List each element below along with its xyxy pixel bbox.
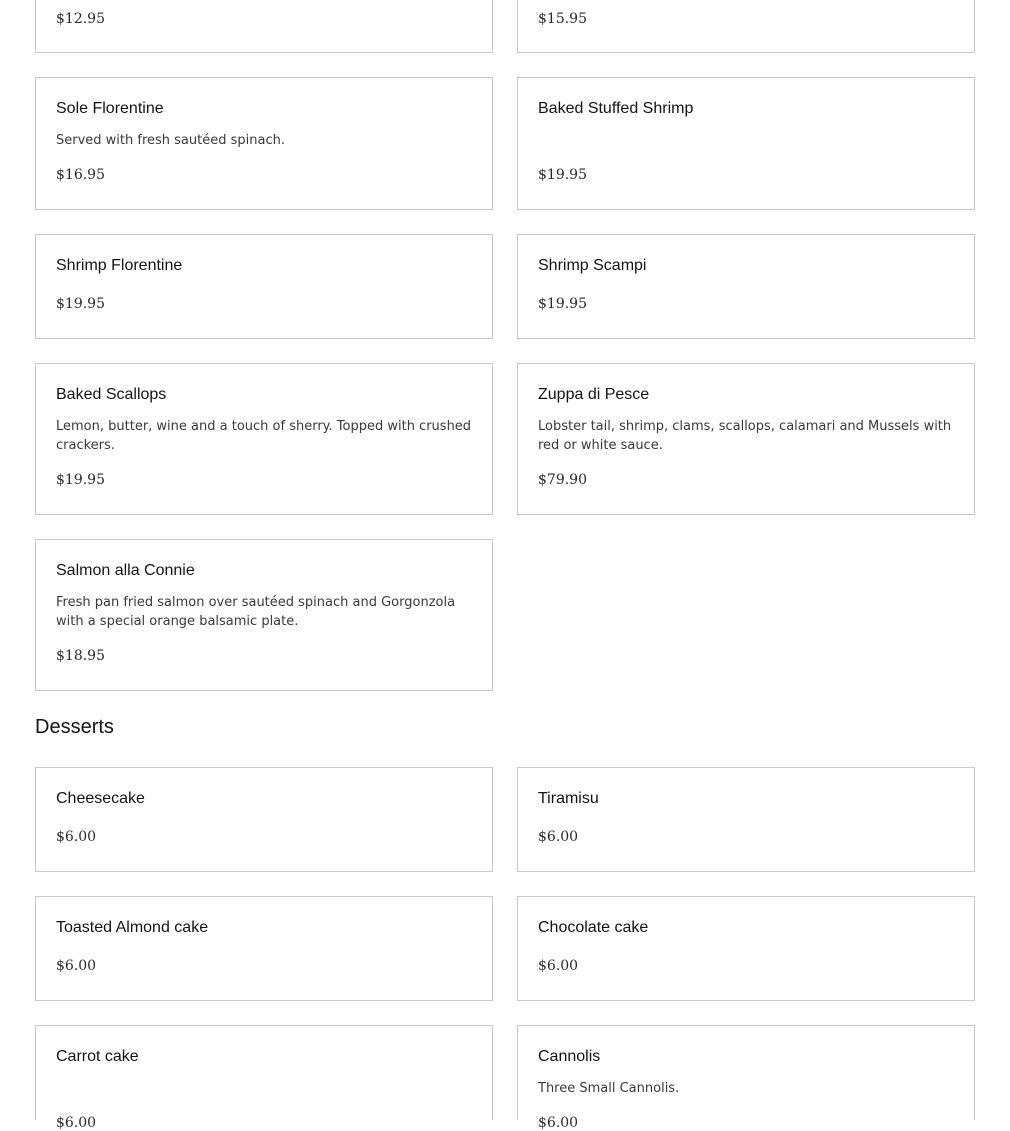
menu-item-card: [517, 767, 975, 872]
item-price: $6.00: [538, 829, 579, 845]
menu-item-card: [35, 539, 493, 691]
menu-item-card: [517, 77, 975, 210]
item-name: Carrot cake: [56, 1048, 139, 1065]
item-price: $6.00: [56, 829, 97, 845]
item-name: Cheesecake: [56, 790, 145, 807]
item-description: Served with fresh sautéed spinach.: [56, 133, 285, 148]
menu-item-card: [517, 896, 975, 1001]
item-description: Fresh pan fried salmon over sautéed spinach and Gorgonzola with a special orange balsamic plate.: [56, 595, 456, 629]
item-name: Salmon alla Connie: [56, 562, 195, 579]
item-price: $79.90: [538, 472, 587, 488]
item-description: Lobster tail, shrimp, clams, scallops, calamari and Mussels with red or white sauce.: [538, 419, 952, 453]
item-name: Toasted Almond cake: [56, 919, 209, 936]
section-title-desserts: Desserts: [35, 716, 114, 738]
item-name: Baked Scallops: [56, 386, 167, 403]
item-price: $19.95: [56, 296, 105, 312]
item-name: Cannolis: [538, 1048, 601, 1065]
item-price: $16.95: [56, 167, 105, 183]
menu-item-card: [35, 1025, 493, 1131]
item-name: Zuppa di Pesce: [538, 386, 650, 403]
item-price: $19.95: [538, 167, 587, 183]
item-price: $12.95: [56, 11, 105, 27]
menu-item-card: [517, 363, 975, 515]
menu-item-card: [517, 1025, 975, 1131]
menu-item-card: [35, 896, 493, 1001]
item-price: $19.95: [56, 472, 105, 488]
menu-item-card: [35, 363, 493, 515]
menu-item-card: [35, 77, 493, 210]
menu-item-card: [517, 234, 975, 339]
menu-item-card: [35, 0, 493, 53]
item-price: $6.00: [56, 1115, 97, 1131]
item-price: $19.95: [538, 296, 587, 312]
item-name: Shrimp Scampi: [538, 257, 647, 274]
item-description: Three Small Cannolis.: [538, 1081, 680, 1096]
item-price: $15.95: [538, 11, 587, 27]
item-description: Lemon, butter, wine and a touch of sherry. Topped with crushed crackers.: [56, 419, 472, 453]
item-price: $6.00: [538, 1115, 579, 1131]
item-price: $6.00: [56, 958, 97, 974]
item-name: Chocolate cake: [538, 919, 649, 936]
menu-item-card: [517, 0, 975, 53]
menu-item-card: [35, 234, 493, 339]
item-name: Shrimp Florentine: [56, 257, 183, 274]
item-name: Tiramisu: [538, 790, 599, 807]
menu-item-card: [35, 767, 493, 872]
item-price: $18.95: [56, 648, 105, 664]
item-name: Sole Florentine: [56, 100, 164, 117]
item-price: $6.00: [538, 958, 579, 974]
item-name: Baked Stuffed Shrimp: [538, 100, 694, 117]
